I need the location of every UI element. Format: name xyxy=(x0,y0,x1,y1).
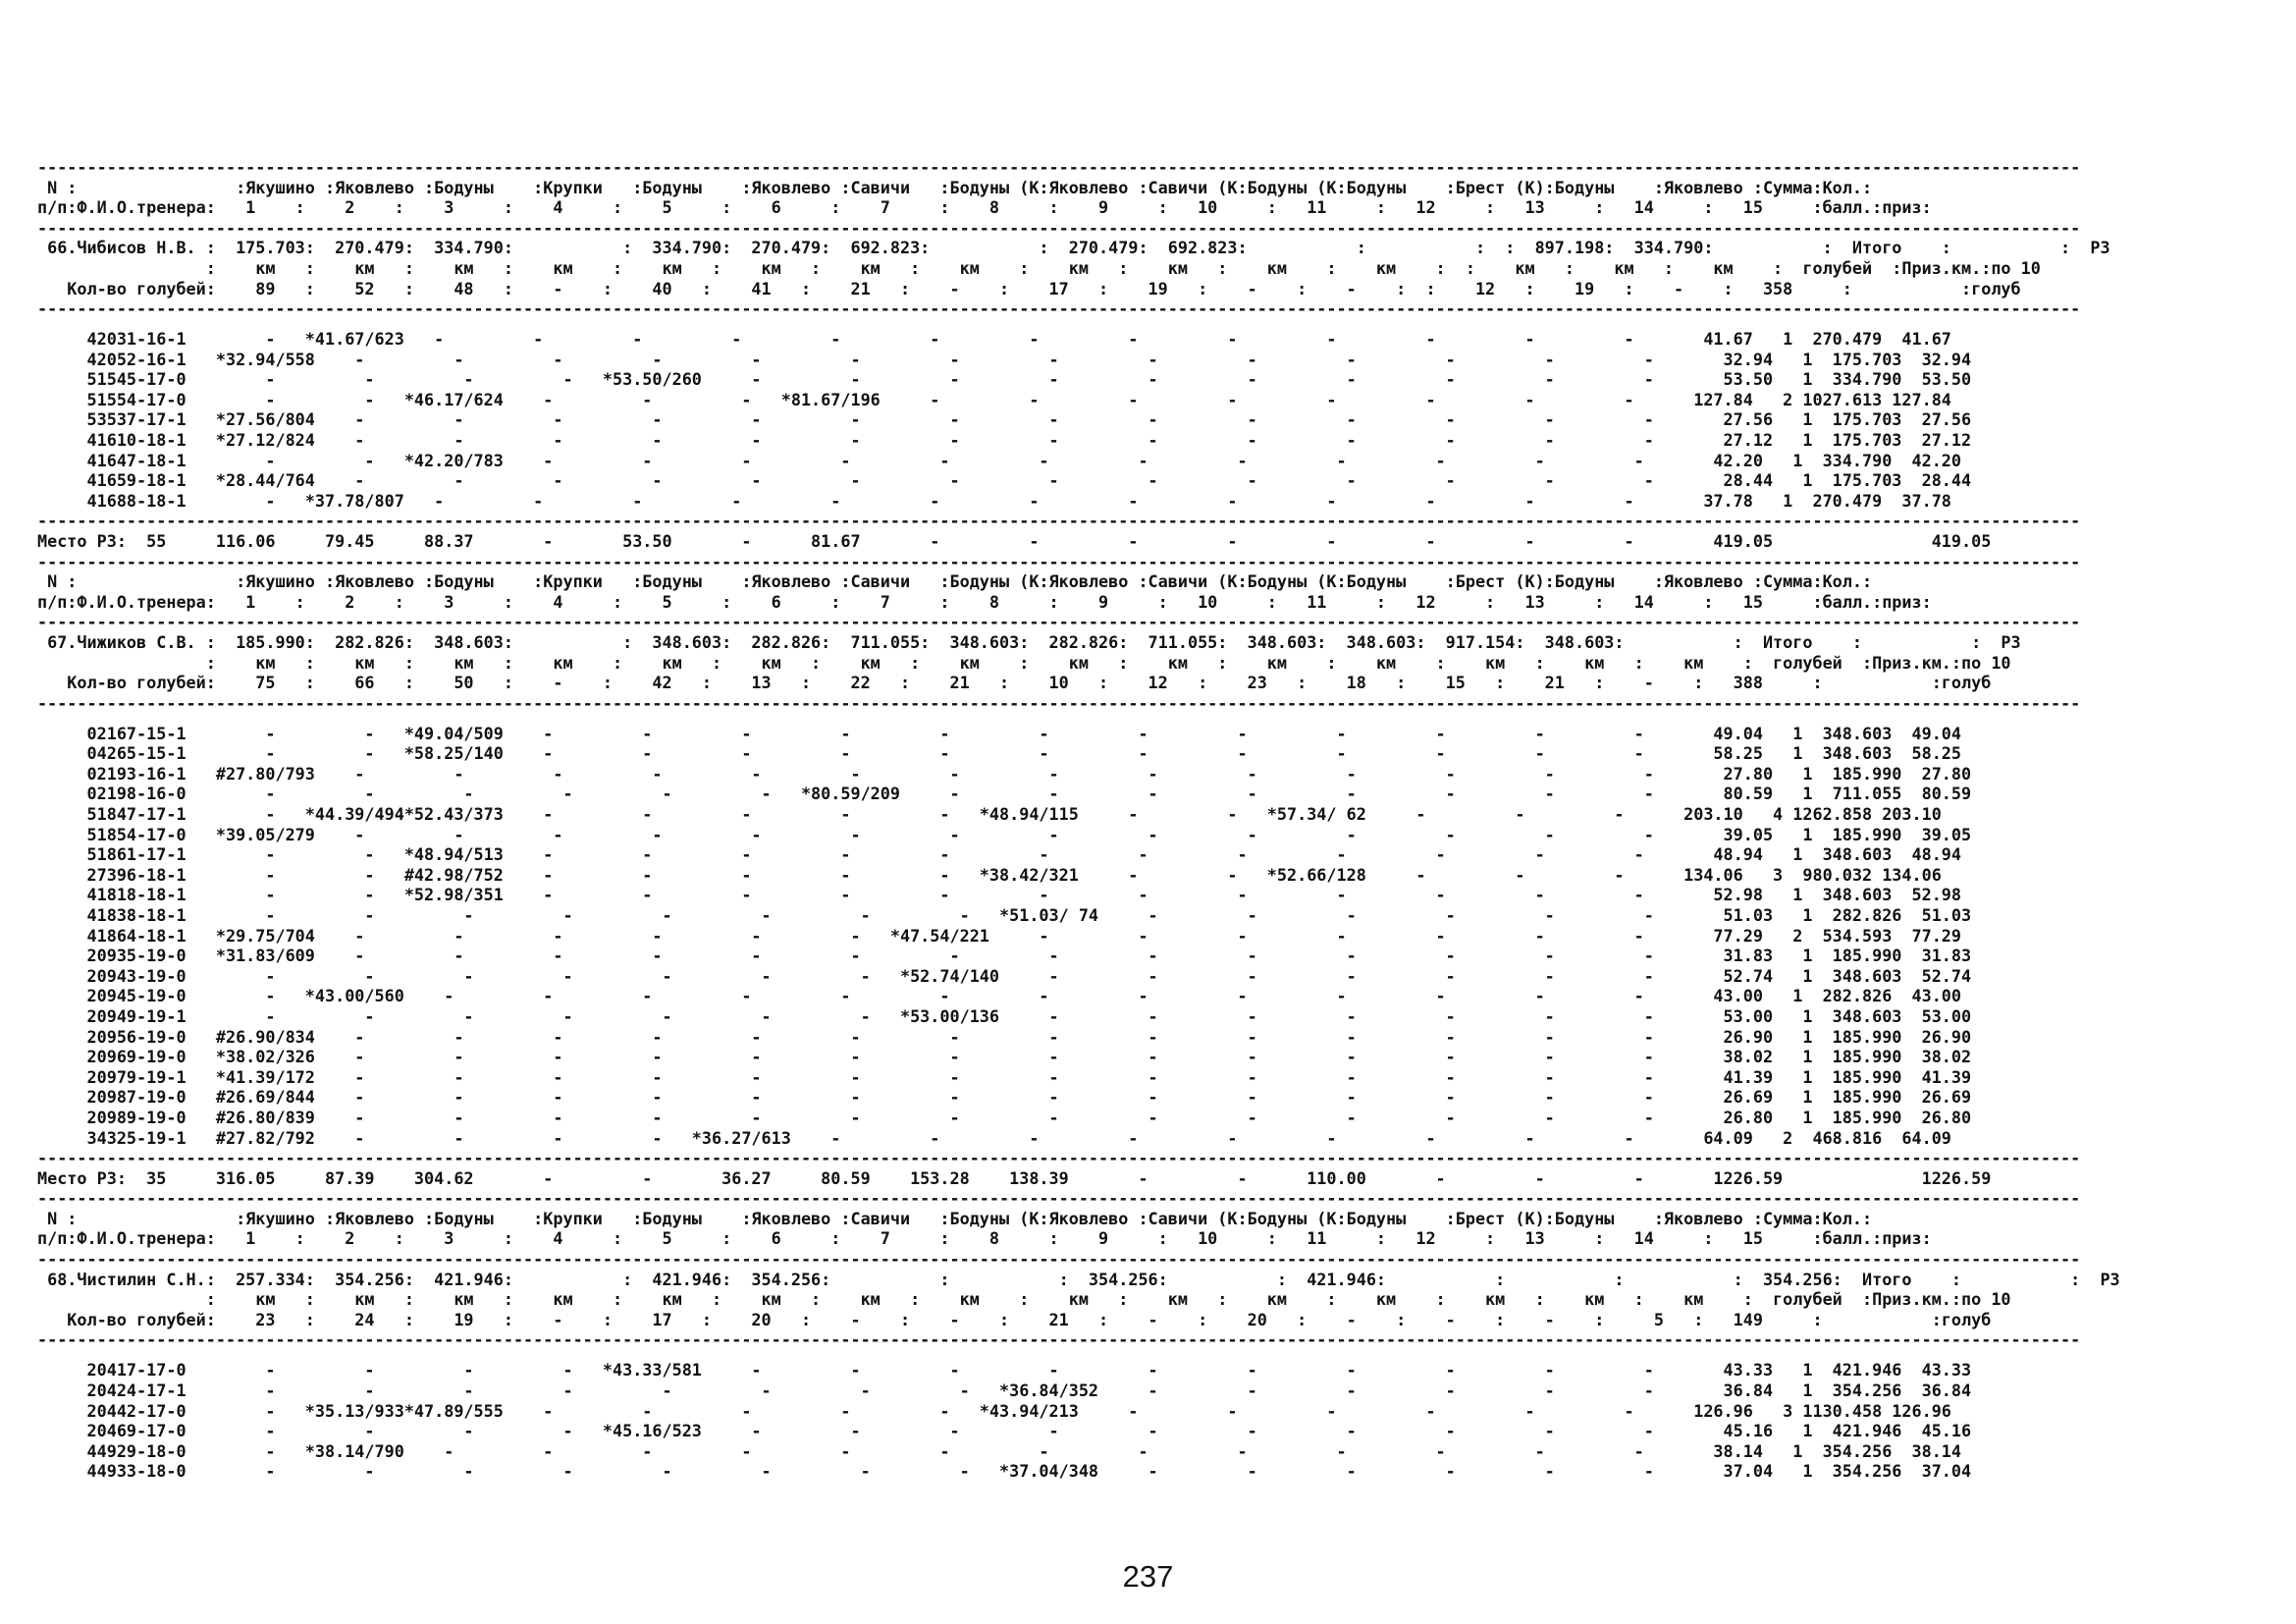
pigeon-row: 20969-19-0 *38.02/326 - - - - - - - - - - - - - - 38.02 1 185.990 38.02 xyxy=(37,1047,1972,1067)
pigeon-row: 20989-19-0 #26.80/839 - - - - - - - - - - - - - - 26.80 1 185.990 26.80 xyxy=(37,1107,1972,1127)
pigeon-row: 20943-19-0 - - - - - - - *52.74/140 - - - - - - - 52.74 1 348.603 52.74 xyxy=(37,965,1972,986)
pigeon-row: 20935-19-0 *31.83/609 - - - - - - - - - - - - - - 31.83 1 185.990 31.83 xyxy=(37,946,1972,966)
pigeon-row: 02198-16-0 - - - - - - *80.59/209 - - - - - - - - 80.59 1 711.055 80.59 xyxy=(37,784,1972,804)
pigeon-row: 41610-18-1 *27.12/824 - - - - - - - - - - - - - - 27.12 1 175.703 27.12 xyxy=(37,430,1972,451)
rule-line: -------------------------------------------------------------------------------------------------------------------------------------------------------------------------------------------------------------- xyxy=(37,1329,2081,1350)
pigeon-row: 20945-19-0 - *43.00/560 - - - - - - - - - - - - - 43.00 1 282.826 43.00 xyxy=(37,986,1962,1006)
pigeon-row: 41838-18-1 - - - - - - - - *51.03/ 74 - - - - - - 51.03 1 282.826 51.03 xyxy=(37,904,1972,925)
pigeon-row: 53537-17-1 *27.56/804 - - - - - - - - - - - - - - 27.56 1 175.703 27.56 xyxy=(37,409,1972,430)
page-number: 237 xyxy=(1122,1559,1174,1594)
rule-line: -------------------------------------------------------------------------------------------------------------------------------------------------------------------------------------------------------------- xyxy=(37,1188,2081,1209)
trainer-summary-line: : км : км : км : км : км : км : км : км : км : км : км : км : км : км : км : голубей :Приз.км.:по 10 xyxy=(37,1289,2011,1310)
pigeon-row: 41864-18-1 *29.75/704 - - - - - - *47.54/221 - - - - - - - 77.29 2 534.593 77.29 xyxy=(37,925,1962,946)
column-header-line: N : :Якушино :Яковлево :Бодуны :Крупки :Бодуны :Яковлево :Савичи :Бодуны (К:Яковлево :Савичи (К:Бодуны (К:Бодуны :Брест (К):Бодуны :Яковлево :Сумма:Кол.: xyxy=(37,177,1873,197)
trainer-summary-line: 68.Чистилин С.Н.: 257.334: 354.256: 421.946: : 421.946: 354.256: : : 354.256: : 421.946: : : : 354.256: Итого : : РЗ xyxy=(37,1269,2120,1289)
pigeon-row: 51861-17-1 - - *48.94/513 - - - - - - - - - - - - 48.94 1 348.603 48.94 xyxy=(37,844,1962,865)
column-header-line: п/п:Ф.И.О.тренера: 1 : 2 : 3 : 4 : 5 : 6 : 7 : 8 : 9 : 10 : 11 : 12 : 13 : 14 : 15 :балл.:приз: xyxy=(37,1228,1932,1249)
pigeon-row: 20417-17-0 - - - - *43.33/581 - - - - - - - - - - 43.33 1 421.946 43.33 xyxy=(37,1360,1972,1380)
trainer-summary-line: Кол-во голубей: 75 : 66 : 50 : - : 42 : 13 : 22 : 21 : 10 : 12 : 23 : 18 : 15 : 21 : - : 388 : :голуб xyxy=(37,673,1992,693)
pigeon-row: 34325-19-1 #27.82/792 - - - - *36.27/613 - - - - - - - - - 64.09 2 468.816 64.09 xyxy=(37,1127,1951,1148)
rule-line: -------------------------------------------------------------------------------------------------------------------------------------------------------------------------------------------------------------- xyxy=(37,217,2081,238)
pigeon-row: 41647-18-1 - - *42.20/783 - - - - - - - - - - - - 42.20 1 334.790 42.20 xyxy=(37,450,1962,470)
trainer-summary-line: 67.Чижиков С.В. : 185.990: 282.826: 348.603: : 348.603: 282.826: 711.055: 348.603: 282.826: 711.055: 348.603: 348.603: 917.154: 348.603: : Итого : : РЗ xyxy=(37,631,2021,652)
column-header-line: N : :Якушино :Яковлево :Бодуны :Крупки :Бодуны :Яковлево :Савичи :Бодуны (К:Яковлево :Савичи (К:Бодуны (К:Бодуны :Брест (К):Бодуны :Яковлево :Сумма:Кол.: xyxy=(37,571,1873,592)
rule-line: -------------------------------------------------------------------------------------------------------------------------------------------------------------------------------------------------------------- xyxy=(37,612,2081,632)
pigeon-row: 20424-17-1 - - - - - - - - *36.84/352 - - - - - - 36.84 1 354.256 36.84 xyxy=(37,1380,1972,1400)
column-header-line: п/п:Ф.И.О.тренера: 1 : 2 : 3 : 4 : 5 : 6 : 7 : 8 : 9 : 10 : 11 : 12 : 13 : 14 : 15 :балл.:приз: xyxy=(37,591,1932,612)
place-total-line: Место РЗ: 35 316.05 87.39 304.62 - - 36.27 80.59 153.28 138.39 - - 110.00 - - - 1226.59 1226.59 xyxy=(37,1167,1992,1188)
pigeon-row: 20949-19-1 - - - - - - - *53.00/136 - - - - - - - 53.00 1 348.603 53.00 xyxy=(37,1005,1972,1026)
pigeon-row: 41688-18-1 - *37.78/807 - - - - - - - - - - - - - 37.78 1 270.479 37.78 xyxy=(37,490,1951,511)
pigeon-row: 20987-19-0 #26.69/844 - - - - - - - - - - - - - - 26.69 1 185.990 26.69 xyxy=(37,1087,1972,1108)
pigeon-row: 51847-17-1 - *44.39/494*52.43/373 - - - - - *48.94/115 - - *57.34/ 62 - - - 203.10 4 1262.858 203.10 xyxy=(37,804,1942,824)
row-gap xyxy=(37,1350,2120,1360)
pigeon-row: 51554-17-0 - - *46.17/624 - - - *81.67/196 - - - - - - - - 127.84 2 1027.613 127.84 xyxy=(37,389,1951,409)
rule-line: -------------------------------------------------------------------------------------------------------------------------------------------------------------------------------------------------------------- xyxy=(37,157,2081,177)
trainer-summary-line: : км : км : км : км : км : км : км : км : км : км : км : км : : км : км : км : голубей :Приз.км.:по 10 xyxy=(37,257,2041,278)
column-header-line: N : :Якушино :Яковлево :Бодуны :Крупки :Бодуны :Яковлево :Савичи :Бодуны (К:Яковлево :Савичи (К:Бодуны (К:Бодуны :Брест (К):Бодуны :Яковлево :Сумма:Кол.: xyxy=(37,1208,1873,1228)
trainer-summary-line: : км : км : км : км : км : км : км : км : км : км : км : км : км : км : км : голубей :Приз.км.:по 10 xyxy=(37,652,2011,673)
rule-line: -------------------------------------------------------------------------------------------------------------------------------------------------------------------------------------------------------------- xyxy=(37,551,2081,571)
pigeon-row: 42031-16-1 - *41.67/623 - - - - - - - - - - - - - 41.67 1 270.479 41.67 xyxy=(37,329,1951,350)
pigeon-row: 41659-18-1 *28.44/764 - - - - - - - - - - - - - - 28.44 1 175.703 28.44 xyxy=(37,470,1972,491)
pigeon-row: 44933-18-0 - - - - - - - - *37.04/348 - - - - - - 37.04 1 354.256 37.04 xyxy=(37,1461,1972,1482)
pigeon-row: 02193-16-1 #27.80/793 - - - - - - - - - - - - - - 27.80 1 185.990 27.80 xyxy=(37,763,1972,784)
rule-line: -------------------------------------------------------------------------------------------------------------------------------------------------------------------------------------------------------------- xyxy=(37,1148,2081,1168)
row-gap xyxy=(37,319,2120,329)
pigeon-row: 51854-17-0 *39.05/279 - - - - - - - - - - - - - - 39.05 1 185.990 39.05 xyxy=(37,824,1972,844)
rule-line: -------------------------------------------------------------------------------------------------------------------------------------------------------------------------------------------------------------- xyxy=(37,511,2081,531)
trainer-summary-line: Кол-во голубей: 89 : 52 : 48 : - : 40 : 41 : 21 : - : 17 : 19 : - : - : : 12 : 19 : - : 358 : :голуб xyxy=(37,278,2021,298)
rule-line: -------------------------------------------------------------------------------------------------------------------------------------------------------------------------------------------------------------- xyxy=(37,692,2081,713)
pigeon-row: 42052-16-1 *32.94/558 - - - - - - - - - - - - - - 32.94 1 175.703 32.94 xyxy=(37,349,1972,369)
pigeon-row: 20442-17-0 - *35.13/933*47.89/555 - - - - - *43.94/213 - - - - - - 126.96 3 1130.458 126.96 xyxy=(37,1400,1951,1421)
pigeon-row: 20956-19-0 #26.90/834 - - - - - - - - - - - - - - 26.90 1 185.990 26.90 xyxy=(37,1026,1972,1047)
pigeon-row: 41818-18-1 - - *52.98/351 - - - - - - - - - - - - 52.98 1 348.603 52.98 xyxy=(37,885,1962,905)
row-gap xyxy=(37,713,2120,723)
column-header-line: п/п:Ф.И.О.тренера: 1 : 2 : 3 : 4 : 5 : 6 : 7 : 8 : 9 : 10 : 11 : 12 : 13 : 14 : 15 :балл.:приз: xyxy=(37,197,1932,218)
pigeon-row: 02167-15-1 - - *49.04/509 - - - - - - - - - - - - 49.04 1 348.603 49.04 xyxy=(37,723,1962,743)
rule-line: -------------------------------------------------------------------------------------------------------------------------------------------------------------------------------------------------------------- xyxy=(37,1249,2081,1270)
pigeon-row: 04265-15-1 - - *58.25/140 - - - - - - - - - - - - 58.25 1 348.603 58.25 xyxy=(37,743,1962,764)
place-total-line: Место РЗ: 55 116.06 79.45 88.37 - 53.50 - 81.67 - - - - - - - - 419.05 419.05 xyxy=(37,530,1992,551)
pigeon-row: 44929-18-0 - *38.14/790 - - - - - - - - - - - - - 38.14 1 354.256 38.14 xyxy=(37,1440,1962,1461)
pigeon-row: 27396-18-1 - - #42.98/752 - - - - - *38.42/321 - - *52.66/128 - - - 134.06 3 980.032 134.06 xyxy=(37,864,1942,885)
pigeon-row: 51545-17-0 - - - - *53.50/260 - - - - - - - - - - 53.50 1 334.790 53.50 xyxy=(37,369,1972,390)
pigeon-row: 20979-19-1 *41.39/172 - - - - - - - - - - - - - - 41.39 1 185.990 41.39 xyxy=(37,1066,1972,1087)
rule-line: -------------------------------------------------------------------------------------------------------------------------------------------------------------------------------------------------------------- xyxy=(37,298,2081,319)
trainer-summary-line: 66.Чибисов Н.В. : 175.703: 270.479: 334.790: : 334.790: 270.479: 692.823: : 270.479: 692.823: : : : 897.198: 334.790: : Итого : : РЗ xyxy=(37,238,2110,258)
pigeon-row: 20469-17-0 - - - - *45.16/523 - - - - - - - - - - 45.16 1 421.946 45.16 xyxy=(37,1421,1972,1441)
results-report xyxy=(37,157,2120,1482)
trainer-summary-line: Кол-во голубей: 23 : 24 : 19 : - : 17 : 20 : - : - : 21 : - : 20 : - : - : - : 5 : 149 : :голуб xyxy=(37,1309,1992,1329)
